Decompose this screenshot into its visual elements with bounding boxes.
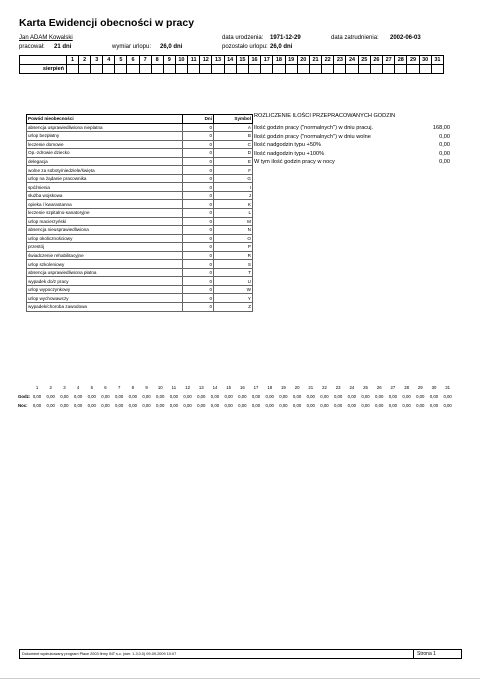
summary-row — [254, 142, 450, 151]
day-entry-cell — [248, 65, 260, 74]
day-entry-cell — [383, 65, 395, 74]
reason-name: urlop wychowawczy — [27, 294, 183, 303]
day-entry-cell — [79, 65, 91, 74]
godz-value: 0,00 — [46, 394, 55, 399]
day-entry-cell — [91, 65, 103, 74]
noc-value: 0,00 — [320, 403, 329, 408]
day-entry-cell — [188, 65, 200, 74]
day-entry-cell — [115, 65, 127, 74]
summary-row — [254, 125, 450, 134]
hours-day-number: 23 — [335, 385, 341, 390]
reason-symbol: I — [214, 183, 253, 192]
days-corner-cell — [20, 56, 67, 65]
worked-value: 21 dni — [54, 44, 72, 50]
day-entry-cell — [212, 65, 224, 74]
table-row — [27, 123, 253, 132]
reason-name: urlop na żądanie pracownika — [27, 174, 183, 183]
reason-symbol: A — [214, 123, 253, 132]
day-number-cell: 13 — [212, 56, 224, 65]
reason-symbol: J — [214, 191, 253, 200]
day-number-cell: 20 — [297, 56, 309, 65]
remaining-value: 26,0 dni — [270, 44, 293, 50]
hours-day-number: 29 — [417, 385, 423, 390]
table-row — [27, 149, 253, 158]
hours-day-number: 30 — [431, 385, 437, 390]
reason-symbol: P — [214, 243, 253, 252]
hours-day-number: 11 — [171, 385, 177, 390]
reason-symbol: Z — [214, 303, 253, 312]
hours-day-number: 22 — [322, 385, 327, 390]
reason-days: 0 — [183, 226, 214, 235]
day-entry-cell — [419, 65, 431, 74]
godz-value: 0,00 — [156, 394, 165, 399]
reason-symbol: T — [214, 268, 253, 277]
hours-day-number: 20 — [294, 385, 300, 390]
noc-value: 0,00 — [60, 403, 69, 408]
noc-value: 0,00 — [306, 403, 315, 408]
noc-value: 0,00 — [210, 403, 220, 408]
table-row — [27, 132, 253, 141]
reason-name: opieka / kwarantanna — [27, 200, 183, 209]
reason-symbol: R — [214, 251, 253, 260]
noc-value: 0,00 — [388, 403, 398, 408]
day-entry-cell — [407, 65, 419, 74]
reason-symbol: N — [214, 226, 253, 235]
noc-value: 0,00 — [73, 403, 83, 408]
noc-value: 0,00 — [142, 403, 151, 408]
reason-days: 0 — [183, 217, 214, 226]
days-month-row — [20, 65, 444, 74]
leave-value: 26,0 dni — [160, 44, 183, 50]
day-number-cell: 12 — [200, 56, 212, 65]
summary-title: ROZLICZENIE ILOŚCI PRZEPRACOWANYCH GODZIN — [254, 113, 396, 119]
noc-value: 0,00 — [361, 403, 370, 408]
hours-day-number: 5 — [90, 385, 93, 390]
godz-value: 0,00 — [306, 394, 315, 399]
table-row — [27, 174, 253, 183]
noc-value: 0,00 — [238, 403, 247, 408]
reason-name: spóźnienia — [27, 183, 183, 192]
table-row — [27, 251, 253, 260]
hours-day-number: 16 — [239, 385, 245, 390]
godz-value: 0,00 — [347, 394, 357, 399]
godz-value: 0,00 — [169, 394, 179, 399]
reason-name: absencja usprawiedliwiona płatna — [27, 268, 183, 277]
hours-day-number: 24 — [349, 385, 355, 390]
footer-info: Dokument wydrukowany program Płace 2003 firmy INT s.c. (wer. 1.3.0.0) 09-09-2009 10:07 — [22, 652, 177, 656]
reason-name: służba wojskowa — [27, 191, 183, 200]
godz-value: 0,00 — [375, 394, 384, 399]
day-entry-cell — [285, 65, 297, 74]
absence-reasons-table — [26, 114, 253, 312]
reason-days: 0 — [183, 285, 214, 294]
day-entry-cell — [67, 65, 79, 74]
reason-days: 0 — [183, 303, 214, 312]
hours-day-number: 18 — [267, 385, 273, 390]
day-number-cell: 9 — [163, 56, 175, 65]
day-number-cell: 4 — [103, 56, 115, 65]
godz-value: 0,00 — [320, 394, 329, 399]
day-number-cell: 24 — [346, 56, 358, 65]
birth-label: data urodzenia: — [222, 35, 264, 41]
reason-symbol: Y — [214, 294, 253, 303]
reason-days: 0 — [183, 268, 214, 277]
reasons-header-symbol: Symbol — [214, 115, 253, 124]
noc-value: 0,00 — [156, 403, 165, 408]
table-row — [27, 209, 253, 218]
reason-symbol: W — [214, 285, 253, 294]
reason-name: absencja usprawiedliwiona nieplatna — [27, 123, 183, 132]
reason-days: 0 — [183, 251, 214, 260]
daily-hours-table — [18, 383, 454, 410]
noc-value: 0,00 — [279, 403, 288, 408]
day-number-cell: 25 — [358, 56, 370, 65]
godz-value: 0,00 — [32, 394, 42, 399]
hours-day-number: 1 — [35, 385, 39, 390]
reason-days: 0 — [183, 183, 214, 192]
summary-value: 0,00 — [439, 142, 450, 149]
remaining-label: pozostało urlopu: — [222, 44, 268, 50]
summary-label: Ilość nadgodzin typu +50% — [254, 142, 322, 149]
reason-name: absencja nieusprawiedliwiona — [27, 226, 183, 235]
table-row — [27, 157, 253, 166]
day-entry-cell — [395, 65, 407, 74]
hours-corner-cell — [18, 383, 30, 392]
hours-day-number: 6 — [104, 385, 107, 390]
summary-label: Ilość godzin pracy ("normalnych") w dniu wolne — [254, 133, 371, 140]
day-entry-cell — [163, 65, 175, 74]
day-entry-cell — [224, 65, 236, 74]
godz-value: 0,00 — [443, 394, 452, 399]
godz-value: 0,00 — [416, 394, 425, 399]
day-entry-cell — [175, 65, 187, 74]
birth-value: 1971-12-29 — [270, 35, 301, 41]
table-row — [27, 260, 253, 269]
employee-name: Jan ADAM Kowalski — [19, 35, 73, 41]
month-label: sierpień — [20, 65, 67, 74]
worked-label: pracował: — [19, 44, 45, 50]
hours-day-number: 31 — [445, 385, 451, 390]
day-number-cell: 26 — [370, 56, 382, 65]
hours-day-number: 7 — [117, 385, 121, 390]
reason-symbol: B — [214, 132, 253, 141]
godz-value: 0,00 — [402, 394, 411, 399]
godz-value: 0,00 — [265, 394, 274, 399]
hours-godz-row — [18, 392, 454, 401]
reason-name: urlop macierzyński — [27, 217, 183, 226]
reason-days: 0 — [183, 200, 214, 209]
day-entry-cell — [297, 65, 309, 74]
hours-day-number: 9 — [145, 385, 148, 390]
noc-value: 0,00 — [429, 403, 439, 408]
table-row — [27, 226, 253, 235]
summary-row — [254, 159, 450, 168]
table-row — [27, 268, 253, 277]
day-entry-cell — [334, 65, 346, 74]
day-entry-cell — [127, 65, 139, 74]
table-row — [27, 200, 253, 209]
noc-value: 0,00 — [251, 403, 261, 408]
hire-value: 2002-06-03 — [390, 35, 421, 41]
day-number-cell: 7 — [139, 56, 151, 65]
table-row — [27, 191, 253, 200]
day-number-cell: 31 — [431, 56, 443, 65]
reason-name: urlop bezpłatny — [27, 132, 183, 141]
noc-value: 0,00 — [333, 403, 343, 408]
hours-day-number: 25 — [363, 385, 368, 390]
day-number-cell: 22 — [322, 56, 334, 65]
reason-name: wypadek do/z pracy — [27, 277, 183, 286]
noc-value: 0,00 — [32, 403, 42, 408]
table-row — [27, 243, 253, 252]
reason-symbol: D — [214, 149, 253, 158]
reason-name: wypadek/choroba zawodowa — [27, 303, 183, 312]
reason-name: leczenie domowe — [27, 140, 183, 149]
reason-days: 0 — [183, 132, 214, 141]
hours-days-row — [18, 383, 454, 392]
reason-name: leczenie szpitalno-sanatoryjne — [27, 209, 183, 218]
day-number-cell: 14 — [224, 56, 236, 65]
godz-value: 0,00 — [197, 394, 206, 399]
day-number-cell: 11 — [188, 56, 200, 65]
noc-value: 0,00 — [46, 403, 55, 408]
summary-value: 168,00 — [432, 125, 450, 131]
noc-value: 0,00 — [87, 403, 96, 408]
days-grid — [19, 55, 444, 74]
godz-value: 0,00 — [210, 394, 220, 399]
reason-days: 0 — [183, 157, 214, 166]
day-entry-cell — [236, 65, 248, 74]
days-header-row — [20, 56, 444, 65]
godz-label: Godz: — [18, 394, 31, 399]
godz-value: 0,00 — [224, 394, 233, 399]
page-title: Karta Ewidencji obecności w pracy — [19, 17, 195, 29]
hours-day-number: 4 — [76, 385, 80, 390]
hours-day-number: 19 — [281, 385, 286, 390]
reasons-header-days: Dni — [183, 115, 214, 124]
reason-days: 0 — [183, 149, 214, 158]
godz-value: 0,00 — [429, 394, 439, 399]
reason-name: urlop okolicznościowy — [27, 234, 183, 243]
reason-symbol: C — [214, 140, 253, 149]
reason-days: 0 — [183, 123, 214, 132]
noc-value: 0,00 — [169, 403, 179, 408]
day-number-cell: 17 — [261, 56, 273, 65]
noc-value: 0,00 — [416, 403, 425, 408]
noc-value: 0,00 — [402, 403, 411, 408]
day-entry-cell — [261, 65, 273, 74]
page-number: Strona 1 — [413, 650, 461, 658]
hours-day-number: 2 — [49, 385, 52, 390]
day-number-cell: 28 — [395, 56, 407, 65]
godz-value: 0,00 — [60, 394, 69, 399]
hours-day-number: 13 — [198, 385, 204, 390]
reason-symbol: S — [214, 260, 253, 269]
table-row — [27, 277, 253, 286]
godz-value: 0,00 — [142, 394, 151, 399]
hours-day-number: 8 — [131, 385, 135, 390]
reason-days: 0 — [183, 260, 214, 269]
day-number-cell: 18 — [273, 56, 285, 65]
reason-days: 0 — [183, 294, 214, 303]
print-footer — [19, 649, 462, 659]
day-entry-cell — [103, 65, 115, 74]
reason-name: urlop wypoczynkowy — [27, 285, 183, 294]
godz-value: 0,00 — [183, 394, 192, 399]
day-number-cell: 27 — [383, 56, 395, 65]
reason-name: Op.-zdrowie dziecko — [27, 149, 183, 158]
reasons-header-row — [27, 115, 253, 124]
hours-day-number: 21 — [308, 385, 314, 390]
bottom-divider — [0, 678, 480, 679]
day-number-cell: 1 — [67, 56, 79, 65]
reason-days: 0 — [183, 174, 214, 183]
godz-value: 0,00 — [292, 394, 302, 399]
godz-value: 0,00 — [333, 394, 343, 399]
day-number-cell: 10 — [175, 56, 187, 65]
reason-days: 0 — [183, 234, 214, 243]
reason-symbol: M — [214, 217, 253, 226]
noc-value: 0,00 — [347, 403, 357, 408]
reason-name: przestój — [27, 243, 183, 252]
hours-day-number: 12 — [185, 385, 190, 390]
day-number-cell: 6 — [127, 56, 139, 65]
day-number-cell: 8 — [151, 56, 163, 65]
reason-days: 0 — [183, 140, 214, 149]
hours-day-number: 10 — [157, 385, 163, 390]
hire-label: data zatrudnienia: — [331, 35, 379, 41]
noc-value: 0,00 — [128, 403, 138, 408]
summary-value: 0,00 — [439, 133, 450, 140]
reason-symbol: O — [214, 234, 253, 243]
summary-label: W tym ilość godzin pracy w nocy — [254, 159, 335, 166]
godz-value: 0,00 — [128, 394, 138, 399]
hours-day-number: 28 — [404, 385, 409, 390]
hours-day-number: 14 — [212, 385, 218, 390]
day-number-cell: 2 — [79, 56, 91, 65]
noc-value: 0,00 — [375, 403, 384, 408]
day-entry-cell — [431, 65, 443, 74]
hours-day-number: 27 — [390, 385, 396, 390]
day-number-cell: 29 — [407, 56, 419, 65]
reason-symbol: L — [214, 209, 253, 218]
day-number-cell: 16 — [248, 56, 260, 65]
reason-days: 0 — [183, 243, 214, 252]
summary-label: Ilość godzin pracy ("normalnych") w dniu pracuj. — [254, 125, 374, 131]
hours-day-number: 17 — [253, 385, 259, 390]
reason-name: wolne za soboty/niedziele/święta — [27, 166, 183, 175]
godz-value: 0,00 — [101, 394, 110, 399]
godz-value: 0,00 — [361, 394, 370, 399]
table-row — [27, 285, 253, 294]
reason-days: 0 — [183, 209, 214, 218]
reason-symbol: G — [214, 174, 253, 183]
day-entry-cell — [370, 65, 382, 74]
hours-day-number: 3 — [63, 385, 66, 390]
noc-label: Noc: — [18, 403, 28, 408]
table-row — [27, 140, 253, 149]
hours-day-number: 15 — [226, 385, 232, 390]
noc-value: 0,00 — [101, 403, 110, 408]
day-entry-cell — [358, 65, 370, 74]
reason-name: świadczenie rehabilitacyjne — [27, 251, 183, 260]
hours-summary — [254, 113, 450, 168]
godz-value: 0,00 — [114, 394, 124, 399]
noc-value: 0,00 — [265, 403, 274, 408]
day-number-cell: 15 — [236, 56, 248, 65]
godz-value: 0,00 — [238, 394, 247, 399]
reason-symbol: K — [214, 200, 253, 209]
day-number-cell: 23 — [334, 56, 346, 65]
hours-noc-row — [18, 401, 454, 410]
summary-value: 0,00 — [439, 150, 450, 157]
godz-value: 0,00 — [279, 394, 288, 399]
day-entry-cell — [309, 65, 321, 74]
table-row — [27, 166, 253, 175]
godz-value: 0,00 — [87, 394, 96, 399]
reason-days: 0 — [183, 191, 214, 200]
godz-value: 0,00 — [388, 394, 398, 399]
summary-value: 0,00 — [439, 159, 450, 166]
godz-value: 0,00 — [73, 394, 83, 399]
noc-value: 0,00 — [224, 403, 233, 408]
reason-symbol: F — [214, 166, 253, 175]
noc-value: 0,00 — [197, 403, 206, 408]
noc-value: 0,00 — [114, 403, 124, 408]
table-row — [27, 183, 253, 192]
day-entry-cell — [139, 65, 151, 74]
day-number-cell: 3 — [91, 56, 103, 65]
noc-value: 0,00 — [183, 403, 192, 408]
table-row — [27, 217, 253, 226]
hours-day-number: 26 — [376, 385, 382, 390]
reason-symbol: U — [214, 277, 253, 286]
reason-symbol: E — [214, 157, 253, 166]
godz-value: 0,00 — [251, 394, 261, 399]
reason-name: delegacja — [27, 157, 183, 166]
day-entry-cell — [273, 65, 285, 74]
table-row — [27, 234, 253, 243]
reasons-header-reason: Powód nieobecności — [27, 115, 183, 124]
noc-value: 0,00 — [443, 403, 452, 408]
day-number-cell: 19 — [285, 56, 297, 65]
reason-name: urlop szkoleniowy — [27, 260, 183, 269]
noc-value: 0,00 — [292, 403, 302, 408]
summary-label: Ilość nadgodzin typu +100% — [254, 150, 325, 157]
leave-label: wymiar urlopu: — [112, 44, 152, 50]
reason-days: 0 — [183, 166, 214, 175]
reason-days: 0 — [183, 277, 214, 286]
day-entry-cell — [322, 65, 334, 74]
day-entry-cell — [200, 65, 212, 74]
summary-row — [254, 134, 450, 143]
day-number-cell: 21 — [309, 56, 321, 65]
day-number-cell: 5 — [115, 56, 127, 65]
table-row — [27, 294, 253, 303]
table-row — [27, 303, 253, 312]
day-number-cell: 30 — [419, 56, 431, 65]
summary-row — [254, 151, 450, 160]
day-entry-cell — [151, 65, 163, 74]
day-entry-cell — [346, 65, 358, 74]
